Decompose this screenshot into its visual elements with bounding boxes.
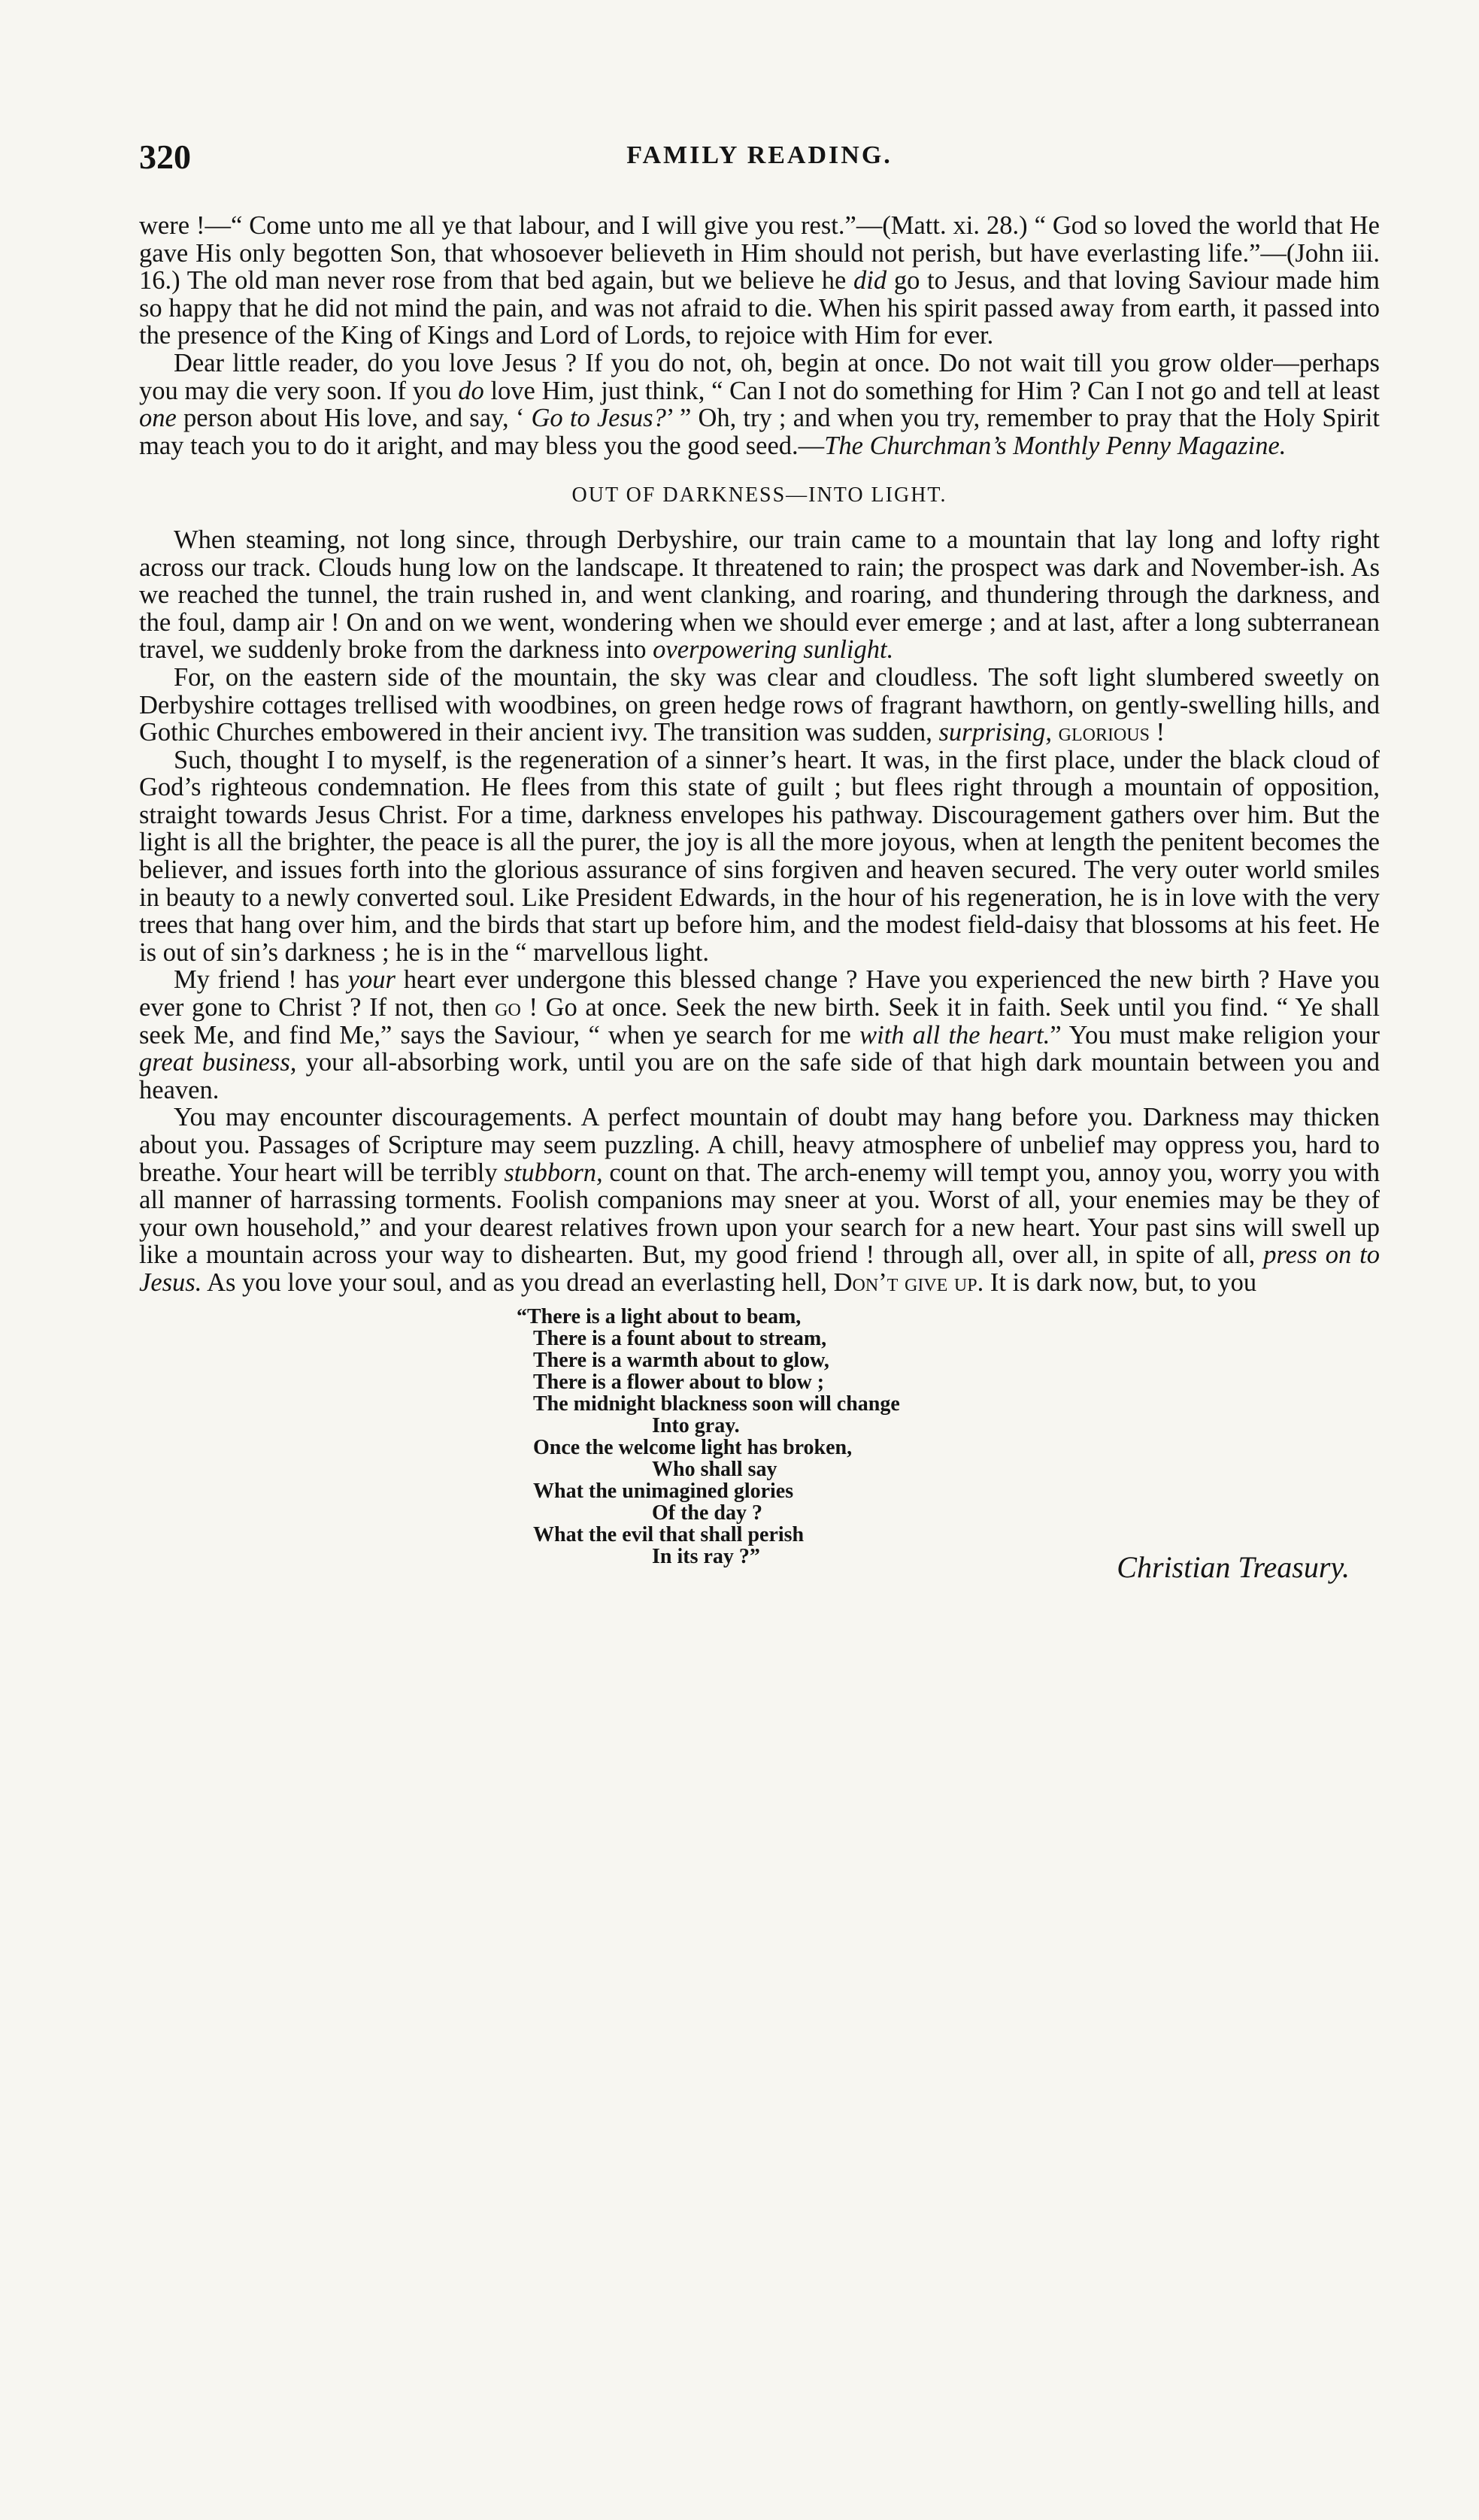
small-caps: Don’t give up. (833, 1268, 984, 1297)
text-run: Dear little reader, do you love Jesus ? If you do not, oh, begin at once. Do not wait till you grow older—perhaps you may die very soon. If you (139, 348, 1380, 405)
source-citation: The Churchman’s Monthly Penny Magazine. (824, 431, 1287, 460)
poem-line: Once the welcome light has broken, (533, 1435, 853, 1459)
emphasis: do (458, 376, 484, 405)
poem-line: What the unimagined glories (533, 1479, 794, 1503)
text-run: ’ ” Oh, try ; and when you try, remember to pray that the Holy Spirit may teach you to do it aright, and may bless you the good seed.— (139, 404, 1381, 460)
paragraph (139, 212, 1380, 350)
running-title: FAMILY READING. (626, 141, 893, 169)
emphasis: great business, (139, 1048, 297, 1077)
text-run: ! Go at once. Seek the new birth. Seek it in faith. Seek until you find. “ Ye shall seek Me, and find Me,” says the Saviour, “ when ye search for me (139, 993, 1380, 1049)
text-run: It is dark now, but, to you (983, 1268, 1257, 1297)
text-run: When steaming, not long since, through Derbyshire, our train came to a mountain that lay long and lofty right across our track. Clouds hung low on the landscape. It threatened to rain; the prospect was dark and November-ish. As we reached the tunnel, the train rushed in, and went clanking, and roaring, and thundering through the darkness, and the foul, damp air ! On and on we went, wondering when we should ever emerge ; and at last, after a long subterranean travel, we suddenly broke from the darkness into (139, 525, 1380, 665)
text-run: your all-absorbing work, until you are on the safe side of that high dark mountain between you and heaven. (139, 1048, 1380, 1104)
poem-line: There is a warmth about to glow, (533, 1348, 829, 1372)
text-run: were !—“ Come unto me all ye that labour, and I will give you rest.”—(Matt. xi. 28.) “ God so loved the world that He gave His only begotten Son, that whosoever believeth in Him should not perish, but have everlasting life.”—(John iii. 16.) The old man never rose from that bed again, but we believe he (139, 211, 1380, 295)
paragraph (139, 1104, 1380, 1296)
emphasis: press on to Jesus. (139, 1240, 1380, 1297)
poem-line: The midnight blackness soon will change (533, 1392, 900, 1416)
emphasis: stubborn, (504, 1158, 603, 1187)
poem-line: There is a flower about to blow ; (533, 1370, 825, 1394)
emphasis: one (139, 404, 177, 433)
poem-line: Who shall say (652, 1457, 777, 1481)
page-number: 320 (139, 138, 191, 176)
poem-line: Into gray. (652, 1413, 740, 1437)
text-run: person about His love, and say, ‘ (176, 404, 532, 433)
paragraph (139, 350, 1380, 459)
text-run: ! (1149, 718, 1165, 747)
text-run: For, on the eastern side of the mountain, the sky was clear and cloudless. The soft light slumbered sweetly on Derbyshire cottages trellised with woodbines, on green hedge rows of fragrant hawthorn, on gently-swelling hills, and Gothic Churches embowered in their ancient ivy. The transition was sudden, (139, 662, 1380, 747)
text-run: heart ever undergone this blessed change ? Have you experienced the new birth ? Have you ever gone to Christ ? If not, then (139, 965, 1381, 1022)
poem-line: “There is a light about to beam, (517, 1304, 802, 1328)
poem-line: In its ray ?” (652, 1544, 760, 1568)
emphasis: did (853, 266, 887, 295)
poem-line: Of the day ? (652, 1501, 762, 1525)
text-run: go to Jesus, and that loving Saviour made him so happy that he did not mind the pain, and was not afraid to die. When his spirit passed away from earth, it passed into the presence of the King of Kings and Lord of Lords, to rejoice with Him for ever. (139, 266, 1380, 350)
poem (517, 1306, 1380, 1567)
poem-line: There is a fount about to stream, (533, 1326, 827, 1350)
paragraph: Such, thought I to myself, is the regeneration of a sinner’s heart. It was, in the first place, under the black cloud of God’s righteous condemnation. He flees from this state of guilt ; but flees right through a mountain of opposition, straight towards Jesus Christ. For a time, darkness envelopes his pathway. Discouragement gathers over him. But the light is all the brighter, the peace is all the purer, the joy is all the more joyous, when at length the penitent becomes the believer, and issues forth into the glorious assurance of sins forgiven and heaven secured. The very outer world smiles in beauty to a newly converted soul. Like President Edwards, in the hour of his regeneration, he is in love with the very trees that hang over him, and the birds that start up before him, and the modest field-daisy that blossoms at his feet. He is out of sin’s darkness ; he is in the “ marvellous light. (139, 745, 1380, 967)
body-text (139, 212, 1380, 1595)
section-title: OUT OF DARKNESS—INTO LIGHT. (571, 483, 947, 507)
text-run: My friend ! has (174, 965, 348, 995)
emphasis: Go to Jesus? (531, 404, 666, 433)
emphasis: with all the heart. (859, 1020, 1050, 1049)
paragraph (139, 664, 1380, 747)
text-run: count on that. The arch-enemy will tempt you, annoy you, worry you with all manner of harrassing torments. Foolish companions may sneer at you. Worst of all, your enemies may be they of your own household,” and your dearest relatives frown upon your search for a new heart. Your past sins will swell up like a mountain across your way to dishearten. But, my good friend ! through all, over all, in spite of all, (139, 1158, 1380, 1270)
emphasis: your (347, 965, 396, 995)
text-run: ” You must make religion your (1050, 1020, 1380, 1049)
paragraph (139, 966, 1380, 1104)
emphasis: overpowering sunlight. (653, 635, 894, 665)
paragraph (139, 526, 1380, 664)
text-run: love Him, just think, “ Can I not do something for Him ? Can I not go and tell at least (483, 376, 1380, 405)
text-run: As you love your soul, and as you dread an everlasting hell, (202, 1268, 834, 1297)
text-run (1052, 718, 1059, 747)
page-header (139, 137, 1380, 174)
small-caps: glorious (1058, 718, 1150, 747)
small-caps: go (495, 993, 521, 1022)
attribution: Christian Treasury. (1117, 1549, 1350, 1584)
emphasis: surprising, (938, 718, 1052, 747)
text-run: You may encounter discouragements. A perfect mountain of doubt may hang before you. Darkness may thicken about you. Passages of Scripture may seem puzzling. A chill, heavy atmosphere of unbelief may oppress you, hard to breathe. Your heart will be terribly (139, 1103, 1380, 1187)
poem-line: What the evil that shall perish (533, 1522, 805, 1546)
